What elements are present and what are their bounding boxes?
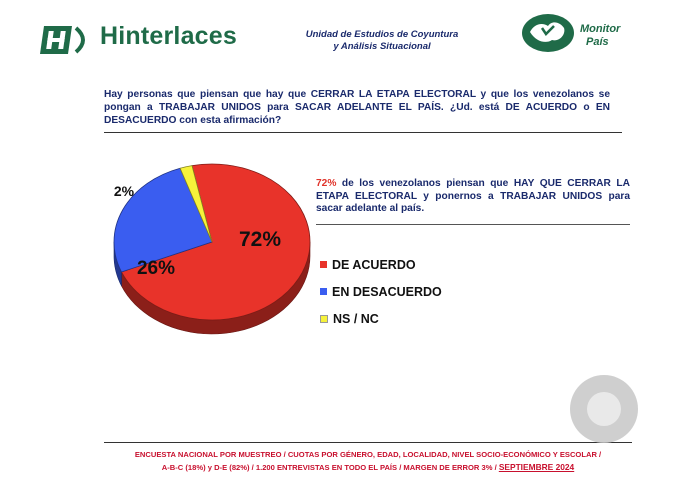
pie-chart xyxy=(100,160,330,350)
legend-label-en-desacuerdo: EN DESACUERDO xyxy=(332,285,442,299)
footnote-line1: ENCUESTA NACIONAL POR MUESTREO / CUOTAS POR GÉNERO, EDAD, LOCALIDAD, NIVEL SOCIO-ECONÓMICO Y ESCOLAR / xyxy=(134,450,602,459)
pie-label-en-desacuerdo: 26% xyxy=(136,258,176,279)
survey-date: SEPTIEMBRE 2024 xyxy=(498,462,575,472)
monitor-label: Monitor xyxy=(580,23,621,35)
survey-footnote xyxy=(100,449,636,474)
unit-title-line2: y Análisis Situacional xyxy=(333,41,431,52)
legend-item-de-acuerdo xyxy=(320,258,442,272)
footnote-line2: A-B-C (18%) y D-E (82%) / 1.200 ENTREVISTAS EN TODO EL PAÍS / MARGEN DE ERROR 3% / xyxy=(161,463,497,472)
hinterlaces-logo-icon xyxy=(38,22,94,58)
legend-swatch-ns-nc xyxy=(320,315,328,323)
monitor-pais-logo-icon xyxy=(520,12,576,54)
finding-highlight: 72% xyxy=(316,178,337,189)
floating-button-inner xyxy=(587,392,621,426)
unit-title xyxy=(284,29,480,53)
pie-label-de-acuerdo: 72% xyxy=(238,228,282,251)
legend-label-ns-nc: NS / NC xyxy=(333,312,379,326)
footer-divider xyxy=(104,442,632,443)
unit-title-line1: Unidad de Estudios de Coyuntura xyxy=(305,29,459,40)
legend-label-de-acuerdo: DE ACUERDO xyxy=(332,258,416,272)
pie-label-ns-nc: 2% xyxy=(113,183,135,199)
legend-item-ns-nc xyxy=(320,312,442,326)
monitor-pais-text xyxy=(580,23,620,49)
finding-body: de los venezolanos piensan que HAY QUE CERRAR LA ETAPA ELECTORAL y ponernos a TRABAJAR UNIDOS para sacar adelante al país. xyxy=(316,178,630,214)
question-divider xyxy=(104,132,622,133)
brand-name: Hinterlaces xyxy=(100,22,237,50)
pais-label: País xyxy=(586,36,609,48)
finding-divider xyxy=(316,224,630,225)
legend-swatch-en-desacuerdo xyxy=(320,288,327,295)
legend-item-en-desacuerdo xyxy=(320,285,442,299)
survey-question: Hay personas que piensan que hay que CERRAR LA ETAPA ELECTORAL y que los venezolanos se pongan a TRABAJAR UNIDOS para SACAR ADELANTE EL PAÍS. ¿Ud. está DE ACUERDO o EN DESACUERDO con esta afirmación? xyxy=(104,89,610,126)
finding-text xyxy=(316,178,630,216)
floating-assistive-button[interactable] xyxy=(570,375,638,443)
chart-legend xyxy=(320,258,442,339)
legend-swatch-de-acuerdo xyxy=(320,261,327,268)
